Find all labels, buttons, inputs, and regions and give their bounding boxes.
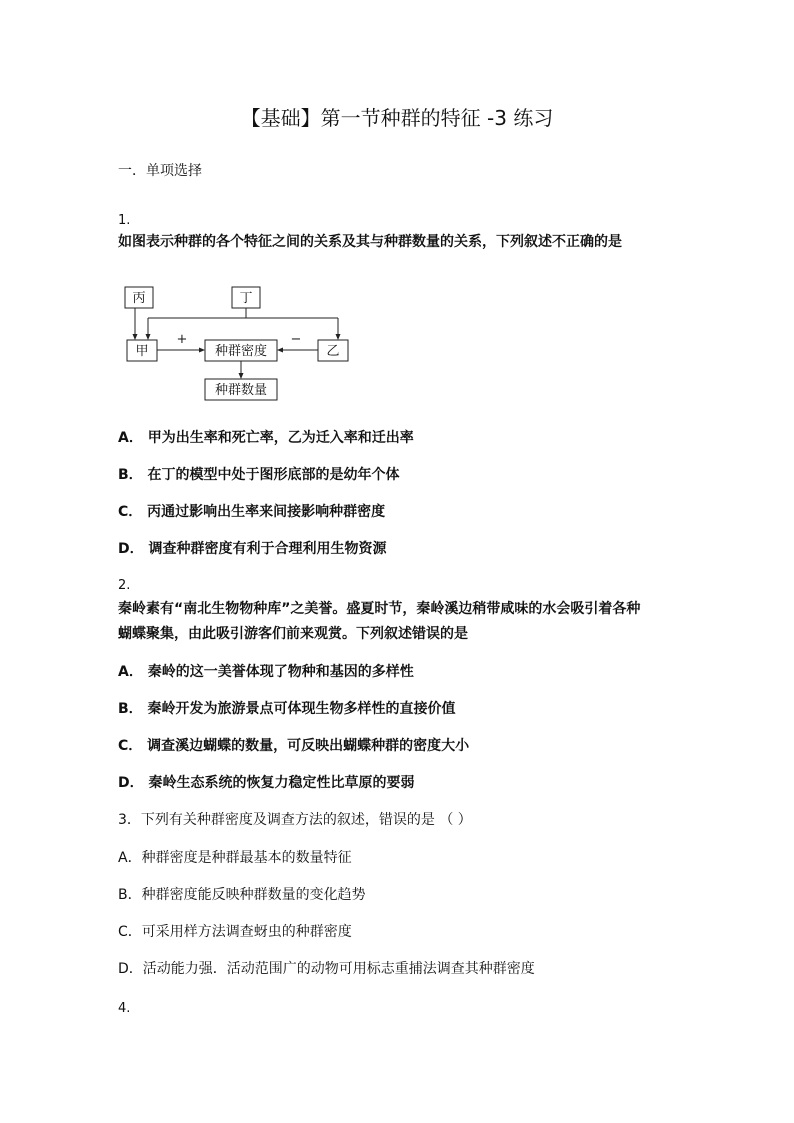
question-4-number: 4. — [118, 1001, 131, 1016]
question-2-stem-line-1: 秦岭素有“南北生物物种库”之美誉。盛夏时节，秦岭溪边稍带咸味的水会吸引着各种 — [118, 601, 641, 617]
question-1-option-d: D． 调查种群密度有利于合理利用生物资源 — [118, 541, 387, 557]
question-2-option-b: B． 秦岭开发为旅游景点可体现生物多样性的直接价值 — [118, 701, 456, 717]
question-2-number: 2. — [118, 578, 131, 593]
question-2-option-d: D． 秦岭生态系统的恢复力稳定性比草原的要弱 — [118, 775, 415, 791]
label-quantity: 种群数量 — [214, 383, 268, 398]
question-3-option-d: D．活动能力强．活动范围广的动物可用标志重捕法调查其种群密度 — [118, 961, 535, 977]
label-minus: − — [290, 332, 302, 347]
label-density: 种群密度 — [214, 344, 268, 359]
label-bing: 丙 — [132, 291, 146, 306]
question-1-option-b: B． 在丁的模型中处于图形底部的是幼年个体 — [118, 467, 400, 483]
label-yi: 乙 — [326, 344, 340, 359]
label-jia: 甲 — [135, 344, 149, 359]
label-ding: 丁 — [239, 291, 253, 306]
question-2-option-c: C． 调查溪边蝴蝶的数量，可反映出蝴蝶种群的密度大小 — [118, 738, 470, 754]
question-1-stem: 如图表示种群的各个特征之间的关系及其与种群数量的关系，下列叙述不正确的是 — [118, 234, 622, 250]
question-1-option-a: A． 甲为出生率和死亡率，乙为迁入率和迁出率 — [118, 430, 414, 446]
label-plus: + — [176, 332, 188, 347]
question-1-number: 1. — [118, 213, 131, 228]
population-feature-diagram — [118, 282, 358, 407]
question-3-stem: 3．下列有关种群密度及调查方法的叙述，错误的是 （ ） — [118, 812, 472, 828]
question-3-option-b: B．种群密度能反映种群数量的变化趋势 — [118, 887, 366, 903]
page-title: 【基础】第一节种群的特征 -3 练习 — [240, 106, 554, 130]
question-2-stem-line-2: 蝴蝶聚集，由此吸引游客们前来观赏。下列叙述错误的是 — [118, 626, 468, 642]
question-2-option-a: A． 秦岭的这一美誉体现了物种和基因的多样性 — [118, 664, 414, 680]
question-3-option-c: C．可采用样方法调查蚜虫的种群密度 — [118, 924, 352, 940]
question-1-option-c: C． 丙通过影响出生率来间接影响种群密度 — [118, 504, 386, 520]
section-heading: 一．单项选择 — [118, 163, 202, 179]
question-3-option-a: A．种群密度是种群最基本的数量特征 — [118, 850, 352, 866]
